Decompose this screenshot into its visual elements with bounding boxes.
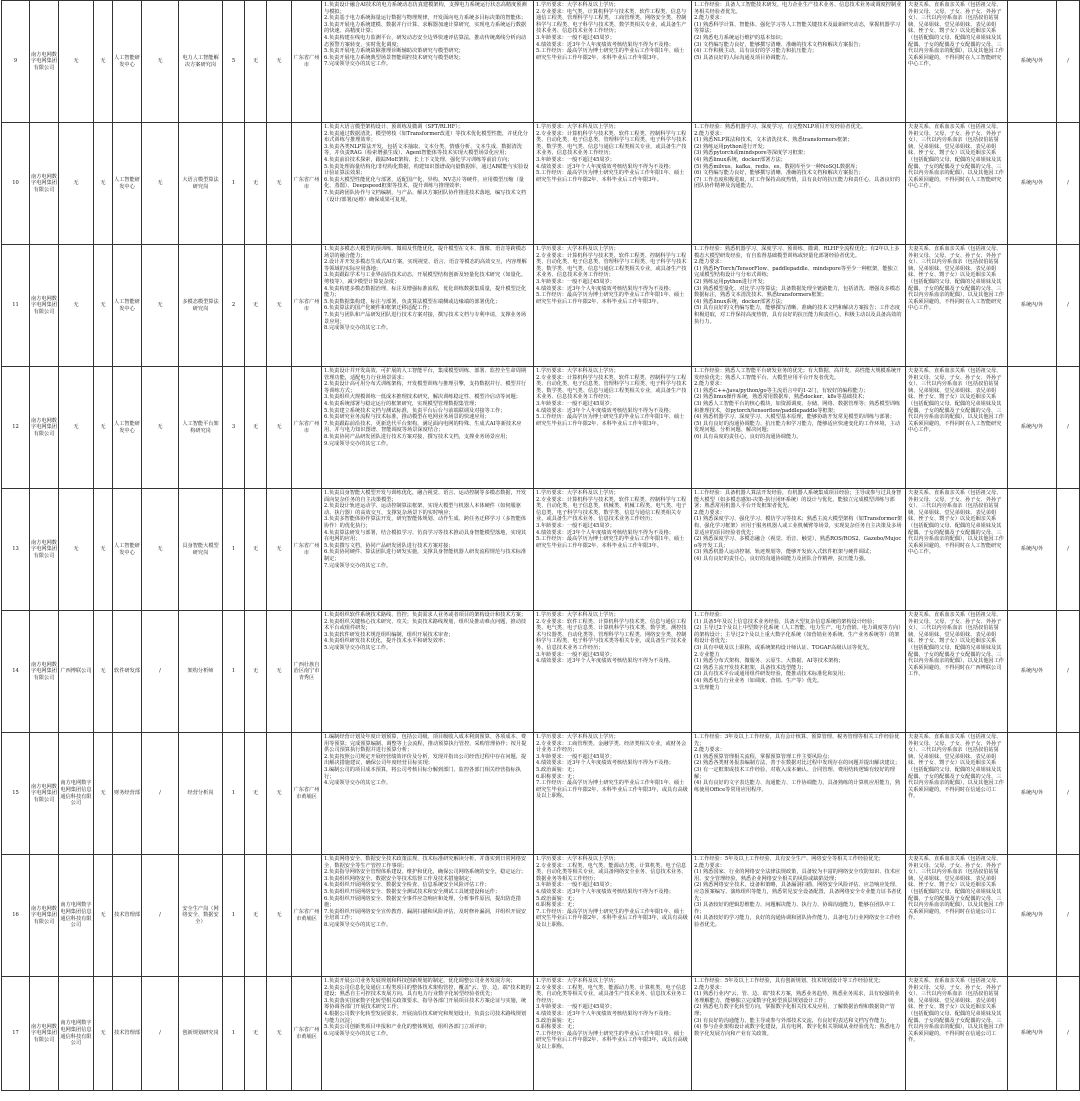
department-cell: 技术管理部	[113, 855, 142, 977]
experience-cell: 1.工作经验： (1) 具备5年及以上信息技术业务经验，具备大型复杂信息系统的架构设计经验； (2) 主导过2个及以上中型数字化系统（人工智能、电力生产、电力营销、电力调度等方向）的架构设计；主导过2个及以上重大数字化系统（如营销业务系统、生产业务系统等）的架构设计者优先； (3) 具有中级及以上职称，或系统架构设计师认证、TOGAF高级认证等优先。 2.专业能力 (1) 熟悉分布式架构、微服务、云原生、大数据、AI等技术架构； (2) 熟悉主流开发技术框架，具备技术选型能力； (3) 具有技术平台或通用组件研发经验，能推动技术标准化和复用； (4) 熟悉电力行业业务（如调度、营销、生产等）优先。 3.管理能力	[692, 611, 906, 733]
avoidance-cell: 夫妻关系、直系血亲关系（包括祖父母、外祖父母、父母、子女、孙子女、外孙子女）、三代以内旁系血亲（包括叔伯姑舅姨、兄弟姐妹、堂兄弟姐妹、表兄弟姐妹、侄子女、甥子女）以及近姻亲关系（包括配偶的父母、配偶的兄弟姐妹及其配偶，子女的配偶及子女配偶的父母、三代以内旁系血亲的配偶），以及其他因工作关系须回避的，不得同时在信通公司工作。	[906, 855, 1008, 977]
work-location-cell: 广东省广州市黄埔区	[292, 733, 322, 855]
third-unit-cell: 无	[94, 123, 113, 245]
avoidance-cell: 夫妻关系、直系血亲关系（包括祖父母、外祖父母、父母、子女、孙子女、外孙子女）、三代以内旁系血亲（包括叔伯姑舅姨、兄弟姐妹、堂兄弟姐妹、表兄弟姐妹、侄子女、甥子女）以及近姻亲关系（包括配偶的父母、配偶的兄弟姐妹及其配偶，子女的配偶及子女配偶的父母、三代以内旁系血亲的配偶），以及其他因工作关系须回避的，不得同时在人工智能研究中心工作。	[906, 1, 1008, 123]
requirements-cell: 1.学历要求：大学本科及以上学历； 2.专业要求：软件工程类、计算机科学与技术类、信息与通信工程类、电气类、电子信息类、计算机科学与技术类、数学类、测控技术与仪器类、自动化类等、管理科学与工程类、网络安全类、控制科学与工程类、电子科学与技术类等相关专业，或具备生产技术业务、信息技术业务工作经历； 3.年龄要求：一般不超过45周岁； 4.绩效要求：近3年个人年度绩效考核结果均不得为不及格。	[534, 611, 692, 733]
post-name-cell: 架构分析师	[179, 611, 223, 733]
duties-cell: 1.编制经营计划及年度计划预算，包括公司级、项目级收入成本利润预算、各项成本、费用等预算；完成预算编制、调整等上会流程，推动预算执行管控，采购管理协作；按月提供公司预算执行数据并进行预算分析； 2.负责按照公司规定开展经营绩效评价及分析，发现并指出公司经营过程中存在问题，提出解决措施建议，确保公司年度经营目标实现； 3.编制公司的项目成本预算，将公司考核目标分解到部门、监控各部门相关经营指标执行； 4.完成领导交办的其它工作。	[322, 733, 534, 855]
experience-cell: 1.工作经验：具备机器人算法开发经验，有机器人系统集成项目经验；主导或参与过具身智能大模型（如多模态感知-决策-执行闭环系统）的设计与优化，能独立完成模型训练与部署；熟悉常用机器人平台开发框架者优先。 2.能力要求： (1) 熟悉深度学习、强化学习、模仿学习等技术；熟悉主流大模型架构（如Transformer架构、强化学习框架）应用于服务机器人或工业机械臂等场景，实现复杂任务自主决策及多场景适应的项目经验者优先； (2) 熟悉深度学习、多模态融合（视觉、语音、触觉），熟悉ROS/ROS2、Gazebo/Mujoco等开发工具； (3) 熟悉机器人运动控制、轨迹规划等，能够开发嵌入式软件框架与硬件调试； (4) 具有良好的责任心，良好的沟通协调能力及团队合作精神，抗压能力强。	[692, 489, 906, 611]
field-9-cell: 无	[267, 123, 292, 245]
recruit-scope-cell: 系统内/外	[1008, 733, 1057, 855]
seq-cell: 12	[2, 367, 30, 489]
work-location-cell: 广东省广州市	[292, 1, 322, 123]
second-unit-cell: 无	[59, 245, 94, 367]
sub-department-cell: 无	[142, 489, 179, 611]
job-posting-table	[1, 0, 1080, 1091]
headcount-cell: 1	[223, 611, 245, 733]
third-unit-cell: 无	[94, 1, 113, 123]
third-unit-cell: 无	[94, 245, 113, 367]
requirements-cell: 1.学历要求：大学本科及以上学历； 2.专业要求：电气类、计算机科学与技术类、软件工程类、信息与通信工程类、管理科学与工程类、工商管理类、网络安全类、控制科学与工程类、电子科学与技术类、数学类相关专业，或具备生产技术业务、信息技术业务工作经历； 3.年龄要求：一般不超过45周岁； 4.绩效要求：近3年个人年度绩效考核结果均不得为不及格； 5.工作经历：最高学历为博士研究生的毕业后工作年限1年、硕士研究生毕业后工作年限2年、本科毕业后工作年限3年。	[534, 1, 692, 123]
post-name-cell: 创新规划研究岗	[179, 977, 223, 1091]
experience-cell: 1.工作经验：熟悉机器学习、深度学习、预训练、微调、RLHF全流程优化；有2年以上多模态大模型研发经验，有自监督基础模型训练或轻量化部署经验者优先。 2.能力要求： (1) 熟悉PyTorch/TensorFlow、paddlepaddle、mindspore等至少一种框架，能独立完成模型结构设计与分布式训练； (2) 熟练运用python进行开发； (3) 熟悉模型量化、对比学习等算法；具备数据处理全链路能力，包括清洗、增强及多模态数据标注，熟悉文本清洗技术、熟悉transformers框架； (4) 熟悉linux系统，docker部署方法； (5) 具有良好的文档编写能力，能够撰写清晰、准确的技术文档和解决方案报告；工作态度积极进取，对工作保持高度热情，具有良好的抗压能力和责任心，积极主动以及具备高效的执行力。	[692, 245, 906, 367]
post-name-cell: 大语言模型算法研究岗	[179, 123, 223, 245]
avoidance-cell: 夫妻关系、直系血亲关系（包括祖父母、外祖父母、父母、子女、孙子女、外孙子女）、三代以内旁系血亲（包括叔伯姑舅姨、兄弟姐妹、堂兄弟姐妹、表兄弟姐妹、侄子女、甥子女）以及近姻亲关系（包括配偶的父母、配偶的兄弟姐妹及其配偶，子女的配偶及子女配偶的父母、三代以内旁系血亲的配偶），以及其他因工作关系须回避的，不得同时在信通公司工作。	[906, 733, 1008, 855]
seq-cell: 11	[2, 245, 30, 367]
duties-cell: 1.负责大语言模型架构设计、预训练及微调（SFT/RLHF）； 2.负责通过数据清洗、模型剪枝（如Transformer改进）等技术优化模型性能，并优化分布式训练与推理效率； 3.负责各类NLP算法开发，包括文本抽取、文本分类、情感分析、文本生成、数据清洗等，并负责RAG（检索增强生成）、Agent智能体等技术实现大模型场景化应用； 4.负责前沿技术探索，跟踪MoE架构、长上下文处理、强化学习训练等前沿方向； 5.负责处理海量结构化/非结构化数据，构建知识图谱或向量数据库，通过AI赋能与实验设计验证算法效果； 6.负责大模型性能优化与部署，适配国产化、异构、NV芯片等硬件，应用模型压缩（量化、蒸馏）、Deepspeed框架等技术，提升训练与推理效率； 7.负责跨团队协作与文档编制，与产品、解决方案团队协作推进技术落地，编写技术文档（设计/部署/运维）确保成果可复现。	[322, 123, 534, 245]
table-row	[2, 611, 1080, 733]
second-unit-cell: 无	[59, 489, 94, 611]
headcount-cell: 1	[223, 855, 245, 977]
sub-department-cell: 无	[142, 1, 179, 123]
post-name-cell: 多模态模型算法研究岗	[179, 245, 223, 367]
unit-cell: 南方电网数字电网集团有限公司	[30, 367, 59, 489]
department-cell: 人工智能研发中心	[113, 1, 142, 123]
second-unit-cell: 南方电网数字电网集团信息通信科技有限公司	[59, 733, 94, 855]
note-cell: /	[1057, 733, 1080, 855]
experience-cell: 1.工作经验：5年及以上工作经验，具有创新规划、技术规划设计等工作经验优先； 2.能力要求： (1) 熟悉行业内"云、管、边、端"技术方案，熟悉业务趋势，熟悉业务需求，具有较强的业务理解能力，能够独立完成数字化转型顶层规划设计工作； (2) 熟悉电力数字化转型方向，掌握数字化相关技术及应用，了解数据治理和数据资产管理； (3) 有良好的沟通能力，能主导或参与外部技术交流，有良好的表达和文档写作能力； (4) 参与企业架构设计或数字化建设，具有电网、数字化相关领域从业经验优先；熟悉电力数字化发展方向和产业有关政策。	[692, 977, 906, 1091]
department-cell: 人工智能研发中心	[113, 489, 142, 611]
field-8-cell: 无	[245, 1, 267, 123]
department-cell: 软件研发部	[113, 611, 142, 733]
unit-cell: 南方电网数字电网集团有限公司	[30, 855, 59, 977]
recruit-scope-cell: 系统内/外	[1008, 977, 1057, 1091]
requirements-cell: 1.学历要求：大学本科及以上学历； 2.专业要求：工程类、电气类、能源动力类、计算机类、电子信息类、自动化类等相关专业，或具备生产技术业务、信息技术业务工作经历； 3.年龄要求：一般不超过45周岁； 4.绩效要求：近3年个人年度绩效考核结果均不得为不及格； 5.政治面貌：无； 6.职称要求：无； 7.工作经历：最高学历为博士研究生的毕业后工作年限1年、硕士研究生毕业后工作年限2年、本科毕业后工作年限3年，或具有高级及以上职称。	[534, 977, 692, 1091]
post-name-cell: 经营分析岗	[179, 733, 223, 855]
note-cell: /	[1057, 245, 1080, 367]
recruit-scope-cell: 系统内/外	[1008, 1, 1057, 123]
work-location-cell: 广东省广州市	[292, 245, 322, 367]
sub-department-cell: 无	[142, 367, 179, 489]
duties-cell: 1.负责设计融合AI技术的电力系统动态仿真建模架构，支撑电力系统运行状态高精度预测与模拟； 2.负责基于电力系统海量运行数据与物理规律，开发面向电力系统多目标决策的智能体； 3.负责开展电力系统建模、数据并行计算、求解器加速计算研究，实现电力系统运行数据的快速、高精度计算； 4.负责构建在线电力监测平台，研发动态安全边界快速评估算法，推动传统离线分析向动态预警方案转变，实时优化调度； 5.负责开展电力系统故障推理诊断辅助决策研究与模型研究； 6.负责开展电力系统典型场景智能调控技术研究与模型研发； 7.完成领导交办的其它工作。	[322, 1, 534, 123]
table-row	[2, 245, 1080, 367]
field-9-cell: 无	[267, 733, 292, 855]
recruit-scope-cell: 系统内/外	[1008, 245, 1057, 367]
second-unit-cell: 无	[59, 123, 94, 245]
table-row	[2, 367, 1080, 489]
avoidance-cell: 夫妻关系、直系血亲关系（包括祖父母、外祖父母、父母、子女、孙子女、外孙子女）、三代以内旁系血亲（包括叔伯姑舅姨、兄弟姐妹、堂兄弟姐妹、表兄弟姐妹、侄子女、甥子女）以及近姻亲关系（包括配偶的父母、配偶的兄弟姐妹及其配偶，子女的配偶及子女配偶的父母、三代以内旁系血亲的配偶），以及其他因工作关系须回避的，不得同时在信通公司工作。	[906, 977, 1008, 1091]
department-cell: 人工智能研发中心	[113, 123, 142, 245]
sub-department-cell: /	[142, 855, 179, 977]
second-unit-cell: 无	[59, 367, 94, 489]
field-8-cell: 无	[245, 611, 267, 733]
experience-cell: 1.工作经验：5年及以上工作经验，具有安全生产、网络安全等相关工作经验优先； 2.能力要求： (1) 熟悉国家、行业的网络安全法律法规政策，具备较为丰富的网络安全攻防知识、技术应用、安全管理经验，熟悉企业网络安全相关的风险或缺陷处理； (2) 熟悉网络安全技术，设备和策略，具备漏洞扫描、网络安全风险评估、应急响应处理、应急预案编写、演练组织等能力，熟悉常见安全设备配置，具备网络安全专业能力证书者优先； (3) 具备较好的逻辑思维能力、问题解决能力、执行力、协调沟通能力，能够在团队中工作； (4) 具备较好的学习能力，良好的沟通协调和团队协作能力，具备电力行业网络安全工作经验者优先。	[692, 855, 906, 977]
note-cell: /	[1057, 977, 1080, 1091]
table-body	[2, 1, 1080, 1091]
requirements-cell: 1.学历要求：大学本科及以上学历； 2.专业要求：计算机科学与技术类、软件工程类、控制科学与工程类、自动化类、电子信息类、机械类、机械工程类、电气类、电子信息类、电子科学与技术类、数学类、信息与通信工程类相关专业，或具备生产技术业务、信息技术业务工作经历； 3.年龄要求：一般不超过45周岁； 4.绩效要求：近3年个人年度绩效考核结果均不得为不及格； 5.工作经历：最高学历为博士研究生的毕业后工作年限1年、硕士研究生毕业后工作年限2年、本科毕业后工作年限3年。	[534, 489, 692, 611]
headcount-cell: 3	[223, 367, 245, 489]
sub-department-cell: 无	[142, 245, 179, 367]
headcount-cell: 1	[223, 489, 245, 611]
department-cell: 技术管理部	[113, 977, 142, 1091]
unit-cell: 南方电网数字电网集团有限公司	[30, 489, 59, 611]
headcount-cell: 1	[223, 977, 245, 1091]
recruit-scope-cell: 系统内/外	[1008, 489, 1057, 611]
note-cell: /	[1057, 611, 1080, 733]
third-unit-cell: 无	[94, 489, 113, 611]
requirements-cell: 1.学历要求：大学本科及以上学历； 2.专业要求：计算机科学与技术类、软件工程类、控制科学与工程类、自动化类、电子信息类、管理科学与工程类、电子科学与技术类、数学类、电气类、信息与通信工程类相关专业，或具备生产技术业务、信息技术业务工作经历； 3.年龄要求：一般不超过45周岁； 4.绩效要求：近3年个人年度绩效考核结果均不得为不及格； 5.工作经历：最高学历为博士研究生的毕业后工作年限1年、硕士研究生毕业后工作年限2年、本科毕业后工作年限3年。	[534, 367, 692, 489]
duties-cell: 1.负责网络安全、数据安全技术政策法规、技术标准研究解读分析，并落实到日常网络安全、数据安全等生产管控工作事项； 2.负责指导网络安全管理体系建设、维护和优化，确保公司网络系统的安全，稳定运行； 3.负责组织网络安全、数据安全等技术监督工作及技术措施制定； 4.负责组织开展网络安全、数据安全检查、信息系统安全风险评估工作； 5.负责组织开展网络安全、数据安全测试技术和安全测试工具链建设和运作； 6.负责组织开展网络安全、数据安全事件应急响应和处理，分析事件原因，提出防范措施； 7.负责组织开展网络安全宣传教育、漏洞扫描和风险评估，及时修补漏洞，并组织开展安全培训工作； 8.完成领导交办的其它工作。	[322, 855, 534, 977]
field-9-cell: 无	[267, 1, 292, 123]
seq-cell: 16	[2, 855, 30, 977]
table-row	[2, 1, 1080, 123]
experience-cell: 1.工作经验：熟悉机器学习、深度学习，有完整NLP项目开发经验者优先。 2.能力要求： (1) 熟悉NLP算法和技术，文本清洗技术、熟悉transformers框架； (2) 熟练运用python进行开发； (3) 熟悉pytorch或mindspore等深度学习框架； (4) 熟悉linux系统，docker部署方法； (5) 熟悉milvus、kafka、redis、es、数据库至少一种NoSQL数据库； (6) 文档编写能力良好，能够撰写清晰、准确的技术文档和解决方案报告； (7) 工作态度积极进取，对工作保持高度热情，具有良好的抗压能力和责任心，具备良好的团队协作精神及沟通能力。	[692, 123, 906, 245]
third-unit-cell: 无	[94, 977, 113, 1091]
table-row	[2, 977, 1080, 1091]
field-9-cell: 无	[267, 367, 292, 489]
post-name-cell: 安全生产岗（网络安全、数据安全）	[179, 855, 223, 977]
duties-cell: 1.负责设计并开发高效、可扩展的人工智能平台，集成模型训练、部署、监控全生命周期管理功能，适配电力行业场景需求； 2.负责设计高可用分布式训练架构，开发模型训练与推理引擎，支持数据并行、模型并行等训练方式； 3.负责组织大规模训练一低成本推理技术研究，解决训练稳定性、模型冷启动等问题； 4.负责系统部署与稳定运行的框架研究，实现模型管理数据集管理； 5.负责建立系统技术文档与测试标准，负责平台后台与前端联调及对接等工作； 6.负责研究业务流程与技术标准，推动模型在电网业务场景的快速应用； 7.负责跟踪前沿技术，更新迭代平台架构，满足面向电网的特殊、生成式AI等新技术应用，并与电力知识图谱、智能调度等场景深度结合； 8.负责协同产品研发团队进行技术方案对接，撰写技术文档，支撑业务场景应用； 9.完成领导交办的其它工作。	[322, 367, 534, 489]
post-name-cell: 人工智能平台架构研究岗	[179, 367, 223, 489]
work-location-cell: 广东省广州市黄埔区	[292, 977, 322, 1091]
table-row	[2, 733, 1080, 855]
third-unit-cell: 无	[94, 855, 113, 977]
seq-cell: 13	[2, 489, 30, 611]
field-8-cell: 无	[245, 245, 267, 367]
department-cell: 人工智能研发中心	[113, 245, 142, 367]
experience-cell: 1.工作经验：具备人工智能技术研发、电力企业生产技术业务、信息技术业务或调度控制业务相关经验者优先。 2.能力要求： (1) 熟悉科学计算、智能体、强化学习等人工智能关键技术及最新研究动态，掌握机器学习等算法； (2) 熟悉电力系统运行维护的基本知识； (3) 文档编写能力良好，能够撰写清晰、准确的技术文档和解决方案报告； (4) 工作积极主动，具有良好的学习能力和抗压能力； (5) 具备良好的人际沟通及项目协调能力。	[692, 1, 906, 123]
work-location-cell: 广东省广州市	[292, 123, 322, 245]
headcount-cell: 1	[223, 123, 245, 245]
duties-cell: 1.负责组织软件系统技术路线、管控；负责需求人业务或者项目的架构设计和技术方案； 2.负责组织关键核心技术研究、攻关；负责技术路线规划，组织及推动难点问题，推动技术平台或组件研发； 3.负责软件研发技术规范组织编制，组织开展技术审查； 4.负责组织研发技术优化，提升技术水平和研发效率； 5.完成领导交办的其它工作。	[322, 611, 534, 733]
field-8-cell: 无	[245, 855, 267, 977]
sub-department-cell: /	[142, 977, 179, 1091]
seq-cell: 17	[2, 977, 30, 1091]
field-9-cell: 无	[267, 611, 292, 733]
note-cell: /	[1057, 367, 1080, 489]
requirements-cell: 1.学历要求：大学本科及以上学历； 2.专业要求：工商管理类、金融学类、经济类相关专业，或财务会计业务工作经历； 3.年龄要求：一般不超过45周岁； 4.绩效要求：近3年个人年度绩效考核结果均不得为不及格； 5.政治面貌：无； 6.职称要求：无； 7.工作经历：最高学历为博士研究生的毕业后工作年限1年、硕士研究生毕业后工作年限2年、本科毕业后工作年限3年，或具有高级及以上职称。	[534, 733, 692, 855]
recruit-scope-cell: 系统内/外	[1008, 855, 1057, 977]
table-row	[2, 855, 1080, 977]
department-cell: 财务经营部	[113, 733, 142, 855]
sub-department-cell: 无	[142, 123, 179, 245]
note-cell: /	[1057, 1, 1080, 123]
unit-cell: 南方电网数字电网集团有限公司	[30, 1, 59, 123]
field-9-cell: 无	[267, 245, 292, 367]
field-8-cell: 无	[245, 977, 267, 1091]
avoidance-cell: 夫妻关系、直系血亲关系（包括祖父母、外祖父母、父母、子女、孙子女、外孙子女）、三代以内旁系血亲（包括叔伯姑舅姨、兄弟姐妹、堂兄弟姐妹、表兄弟姐妹、侄子女、甥子女）以及近姻亲关系（包括配偶的父母、配偶的兄弟姐妹及其配偶，子女的配偶及子女配偶的父母、三代以内旁系血亲的配偶），以及其他因工作关系须回避的，不得同时在人工智能研究中心工作。	[906, 123, 1008, 245]
table-row	[2, 123, 1080, 245]
avoidance-cell: 夫妻关系、直系血亲关系（包括祖父母、外祖父母、父母、子女、孙子女、外孙子女）、三代以内旁系血亲（包括叔伯姑舅姨、兄弟姐妹、堂兄弟姐妹、表兄弟姐妹、侄子女、甥子女）以及近姻亲关系（包括配偶的父母、配偶的兄弟姐妹及其配偶，子女的配偶及子女配偶的父母、三代以内旁系血亲的配偶），以及其他因工作关系须回避的，不得同时在人工智能研究中心工作。	[906, 245, 1008, 367]
field-9-cell: 无	[267, 489, 292, 611]
unit-cell: 南方电网数字电网集团有限公司	[30, 123, 59, 245]
seq-cell: 14	[2, 611, 30, 733]
second-unit-cell: 广西博联公司	[59, 611, 94, 733]
experience-cell: 1.工作经验：3年及以上工作经验，具有会计核算、预算管理、税务管理等相关工作经验优先； 2.能力要求： (1) 熟悉预算管理相关流程，掌握预算管理工作主要风险点； (2) 熟悉各类财务报表编制方法，善于在数据对比过程中发现存在的问题并提出解决建议； (3) 有一定框架或技术工作经验，对收入成本确认、合同管理、费用结转逻辑有较好的理解； (4) 具有良好的文字表达能力、沟通能力、工作协调能力，具备熟练的计算机应用能力，熟练使用Office等常用应用程序。	[692, 733, 906, 855]
second-unit-cell: 南方电网数字电网集团信息通信科技有限公司	[59, 977, 94, 1091]
unit-cell: 南方电网数字电网集团有限公司	[30, 977, 59, 1091]
requirements-cell: 1.学历要求：大学本科及以上学历； 2.专业要求：工程类、电气类、能源动力类、计算机类、电子信息类、自动化类等相关专业，或具备网络安全业务、信息技术业务、数据业务等相关工作经历； 3.年龄要求：一般不超过45周岁； 4.绩效要求：近3年个人年度绩效考核结果均不得为不及格； 5.政治面貌：无； 6.职称要求：无； 7.工作经历：最高学历为博士研究生的毕业后工作年限1年、硕士研究生毕业后工作年限2年、本科毕业后工作年限3年，或具有高级及以上职称。	[534, 855, 692, 977]
duties-cell: 1.负责具身智能大模型开发与训练优化，融合视觉、语言、运动控制等多模态数据，开发面向复杂任务的自主决策模型； 2.负责设计轨迹运动学、运动控制算法框架，实现大模型与机器人本体硬件（如伺服驱动、执行器）的高效交互，支撑复杂场景下的实时响应； 3.负责多智能体协作算法开发，研究智能体规划、动作生成、跨任务迁移学习（多智能体协作）的优化执行； 4.负责算法研发与部署，结合模拟学习、仿真学习等技术推动具身智能模型落地，实现其在电网的应用； 5.负责撰写文档，协同产品研发团队进行技术方案对接； 6.负责协同硬件、算法团队进行研发实施，支撑具身智能机器人研发流程规范与技术标准制定； 7.完成领导交办的其它工作。	[322, 489, 534, 611]
department-cell: 人工智能研发中心	[113, 367, 142, 489]
work-location-cell: 广东省广州市	[292, 367, 322, 489]
field-8-cell: 无	[245, 367, 267, 489]
recruit-scope-cell: 系统内/外	[1008, 123, 1057, 245]
third-unit-cell: 无	[94, 367, 113, 489]
note-cell: /	[1057, 123, 1080, 245]
avoidance-cell: 夫妻关系、直系血亲关系（包括祖父母、外祖父母、父母、子女、孙子女、外孙子女）、三代以内旁系血亲（包括叔伯姑舅姨、兄弟姐妹、堂兄弟姐妹、表兄弟姐妹、侄子女、甥子女）以及近姻亲关系（包括配偶的父母、配偶的兄弟姐妹及其配偶，子女的配偶及子女配偶的父母、三代以内旁系血亲的配偶），以及其他因工作关系须回避的，不得同时在人工智能研究中心工作。	[906, 367, 1008, 489]
recruit-scope-cell: 系统内/外	[1008, 611, 1057, 733]
third-unit-cell: 无	[94, 611, 113, 733]
note-cell: /	[1057, 489, 1080, 611]
recruit-scope-cell: 系统内/外	[1008, 367, 1057, 489]
post-name-cell: 电力人工智能解决方案研究岗	[179, 1, 223, 123]
seq-cell: 9	[2, 1, 30, 123]
duties-cell: 1.负责开展公司业务发展规划和科技创新规划的制定，优化调整公司业务发展方向； 2.负责公司信息化及通信工程类项目的整体技术架构管控，覆盖"云、管、边、端"技术链的建设；熟悉自主可控技术发展方向，具有电力行业数字化转型经验者优先； 3.负责落实国家数字化转型相关政策要求，指导各部门开展项目技术方案论证与实施，统筹协调各部门开展技术研究工作； 4.根据公司数字化转型发展要求，开展前沿技术研究和规划设计，负责公司技术路线规划与能力沉淀； 5.负责公司创新类项目申报和产业化的整体规划，组织各部门立项评审； 6.完成领导交办的其它工作。	[322, 977, 534, 1091]
experience-cell: 1.工作经验：熟悉人工智能平台研发业务的优先；有大数据、高并发、高性能大规模系统开发经验优先；熟悉人工智能平台、大模型应用平台开发者优先。 2.能力要求： (1) 熟悉C++/java/python/go等主流语言中的1-2门，有较好的编程能力； (2) 熟悉linux操作系统，熟悉常用数据库，熟悉docker、k8s等基础技术； (3) 熟悉人工智能平台的核心模块，如资源调度、存储、网络、数据管理等；熟悉模型训练和推理技术，如pytorch/tensorflow/paddlepaddle等框架； (4) 熟悉机器学习、深度学习、大模型基本原理，能够协助开发常见模型的训练与部署； (5) 具有良好的沟通协调能力、抗压能力和学习能力，能够适应快速变化的工作环境，主动发现问题、分析问题、解决问题； (6) 具有高度的责任心，良好的沟通协调能力。	[692, 367, 906, 489]
headcount-cell: 1	[223, 733, 245, 855]
duties-cell: 1.负责多模态大模型的预训练、微调及性能优化，提升模型在文本、图像、语音等跨模态场景的融合能力； 2.设计并开发多模态生成式AI方案，实现视觉、语言、语音等模态的高效交互，内容理解等领域的实际应用落地； 3.负责跟踪学术与工业界前沿技术动态，开展模型结构创新及轻量化技术研究（如量化、剪枝等），减少模型计算复杂度； 4.负责构建多模态数据治理、标注及增强标准流程，优化训练数据集质量，提升模型泛化能力； 5.负责数据集构建、标注与部署，负责算法模型在端侧或边缘端的部署优化； 6.负责算法的国产化硬件和框架迁移适配工作； 7.负责与团队和产品研发团队进行技术方案对接，撰写技术文档与专利申请，支撑业务场景应用； 8.完成领导交办的其它工作。	[322, 245, 534, 367]
field-9-cell: 无	[267, 977, 292, 1091]
field-8-cell: 无	[245, 733, 267, 855]
seq-cell: 10	[2, 123, 30, 245]
unit-cell: 南方电网数字电网集团有限公司	[30, 733, 59, 855]
post-name-cell: 具身智能大模型研究岗	[179, 489, 223, 611]
sub-department-cell: /	[142, 611, 179, 733]
second-unit-cell: 无	[59, 1, 94, 123]
avoidance-cell: 夫妻关系、直系血亲关系（包括祖父母、外祖父母、父母、子女、孙子女、外孙子女）、三代以内旁系血亲（包括叔伯姑舅姨、兄弟姐妹、堂兄弟姐妹、表兄弟姐妹、侄子女、甥子女）以及近姻亲关系（包括配偶的父母、配偶的兄弟姐妹及其配偶，子女的配偶及子女配偶的父母、三代以内旁系血亲的配偶），以及其他因工作关系须回避的，不得同时在广西博联公司工作。	[906, 611, 1008, 733]
third-unit-cell: 无	[94, 733, 113, 855]
note-cell: /	[1057, 855, 1080, 977]
requirements-cell: 1.学历要求：大学本科及以上学历； 2.专业要求：计算机科学与技术类、软件工程类、控制科学与工程类、自动化类、电子信息类、管理科学与工程类、电子科学与技术类、数学类、电气类、信息与通信工程类相关专业，或具备生产技术业务、信息技术业务工作经历； 3.年龄要求：一般不超过45周岁； 4.绩效要求：近3年个人年度绩效考核结果均不得为不及格； 5.工作经历：最高学历为博士研究生的毕业后工作年限1年、硕士研究生毕业后工作年限2年、本科毕业后工作年限3年。	[534, 245, 692, 367]
avoidance-cell: 夫妻关系、直系血亲关系（包括祖父母、外祖父母、父母、子女、孙子女、外孙子女）、三代以内旁系血亲（包括叔伯姑舅姨、兄弟姐妹、堂兄弟姐妹、表兄弟姐妹、侄子女、甥子女）以及近姻亲关系（包括配偶的父母、配偶的兄弟姐妹及其配偶，子女的配偶及子女配偶的父母、三代以内旁系血亲的配偶），以及其他因工作关系须回避的，不得同时在人工智能研究中心工作。	[906, 489, 1008, 611]
field-9-cell: 无	[267, 855, 292, 977]
work-location-cell: 广西壮族自治区南宁市青秀区	[292, 611, 322, 733]
work-location-cell: 广东省广州市	[292, 489, 322, 611]
unit-cell: 南方电网数字电网集团有限公司	[30, 245, 59, 367]
seq-cell: 15	[2, 733, 30, 855]
headcount-cell: 2	[223, 245, 245, 367]
unit-cell: 南方电网数字电网集团有限公司	[30, 611, 59, 733]
headcount-cell: 5	[223, 1, 245, 123]
table-row	[2, 489, 1080, 611]
field-8-cell: 无	[245, 489, 267, 611]
field-8-cell: 无	[245, 123, 267, 245]
requirements-cell: 1.学历要求：大学本科及以上学历； 2.专业要求：计算机科学与技术类、软件工程类、控制科学与工程类、自动化类、电子信息类、管理科学与工程类、电子科学与技术类、数学类、电气类、信息与通信工程类相关专业，或具备生产技术业务、信息技术业务工作经历； 3.年龄要求：一般不超过45周岁； 4.绩效要求：近3年个人年度绩效考核结果均不得为不及格； 5.工作经历：最高学历为博士研究生的毕业后工作年限1年、硕士研究生毕业后工作年限2年、本科毕业后工作年限3年。	[534, 123, 692, 245]
second-unit-cell: 南方电网数字电网集团信息通信科技有限公司	[59, 855, 94, 977]
work-location-cell: 广东省广州市黄埔区	[292, 855, 322, 977]
sub-department-cell: /	[142, 733, 179, 855]
